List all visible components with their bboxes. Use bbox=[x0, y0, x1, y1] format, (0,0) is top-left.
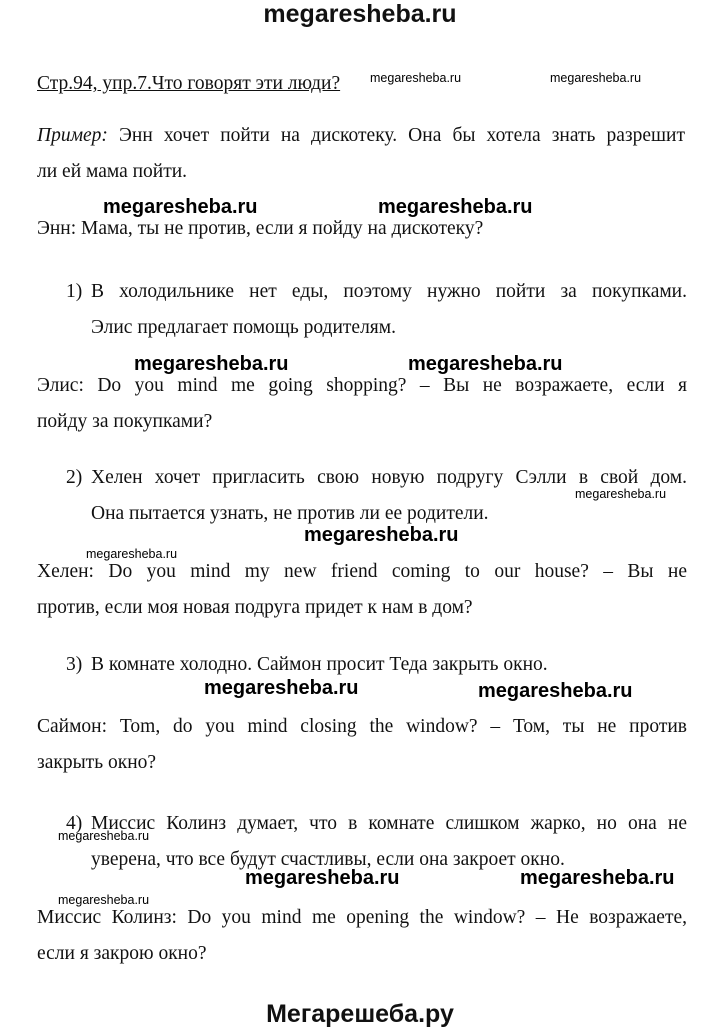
watermark: megaresheba.ru bbox=[204, 677, 359, 699]
site-footer: Мегарешеба.ру bbox=[266, 1000, 454, 1028]
item-2-number: 2) bbox=[66, 467, 83, 488]
watermark: megaresheba.ru bbox=[103, 196, 258, 218]
example-text bbox=[37, 118, 685, 190]
watermark: megaresheba.ru bbox=[408, 353, 563, 375]
item-4-line-2: уверена, что все будут счастливы, если она закроет окно. bbox=[91, 849, 565, 870]
item-4-number: 4) bbox=[66, 813, 83, 834]
watermark: megaresheba.ru bbox=[58, 829, 150, 843]
item-1-line-1: В холодильнике нет еды, поэтому нужно пойти за покупками. bbox=[91, 281, 687, 302]
item-1-answer-line-1: Элис: Do you mind me going shopping? – Вы не возражаете, если я bbox=[37, 375, 687, 396]
item-2-answer bbox=[37, 554, 687, 626]
exercise-title: Стр.94, упр.7.Что говорят эти люди? bbox=[37, 73, 341, 94]
watermark: megaresheba.ru bbox=[86, 547, 178, 561]
item-4-answer-line-1: Миссис Колинз: Do you mind me opening the window? – Не возражаете, bbox=[37, 907, 687, 928]
item-1-answer-line-2: пойду за покупками? bbox=[37, 411, 213, 432]
watermark: megaresheba.ru bbox=[304, 524, 459, 546]
item-3-number: 3) bbox=[66, 654, 83, 675]
example-line-2: ли ей мама пойти. bbox=[37, 161, 188, 182]
watermark: megaresheba.ru bbox=[58, 893, 150, 907]
watermark: megaresheba.ru bbox=[550, 71, 642, 85]
item-3-answer-line-2: закрыть окно? bbox=[37, 752, 157, 773]
item-1-task bbox=[91, 274, 687, 346]
item-1-answer bbox=[37, 368, 687, 440]
watermark: megaresheba.ru bbox=[370, 71, 462, 85]
item-3-answer bbox=[37, 709, 687, 781]
watermark: megaresheba.ru bbox=[575, 487, 667, 501]
item-2-answer-line-2: против, если моя новая подруга придет к нам в дом? bbox=[37, 597, 473, 618]
example-line-1: Энн хочет пойти на дискотеку. Она бы хотела знать разрешит bbox=[119, 125, 685, 146]
watermark: megaresheba.ru bbox=[478, 680, 633, 702]
item-2-answer-line-1: Хелен: Do you mind my new friend coming to our house? – Вы не bbox=[37, 561, 687, 582]
watermark: megaresheba.ru bbox=[378, 196, 533, 218]
item-2-line-1: Хелен хочет пригласить свою новую подругу Сэлли в свой дом. bbox=[91, 467, 687, 488]
item-2-line-2: Она пытается узнать, не против ли ее родители. bbox=[91, 503, 489, 524]
item-3-answer-line-1: Саймон: Tom, do you mind closing the window? – Том, ты не против bbox=[37, 716, 687, 737]
item-4-answer-line-2: если я закрою окно? bbox=[37, 943, 207, 964]
item-4-answer bbox=[37, 900, 687, 972]
watermark: megaresheba.ru bbox=[134, 353, 289, 375]
example-label: Пример: bbox=[37, 125, 108, 146]
site-header: megaresheba.ru bbox=[263, 0, 457, 28]
item-4-line-1: Миссис Колинз думает, что в комнате слишком жарко, но она не bbox=[91, 813, 687, 834]
watermark: megaresheba.ru bbox=[245, 867, 400, 889]
item-3-line-1: В комнате холодно. Саймон просит Теда закрыть окно. bbox=[91, 654, 548, 675]
item-1-line-2: Элис предлагает помощь родителям. bbox=[91, 317, 396, 338]
item-1-number: 1) bbox=[66, 281, 83, 302]
example-answer: Энн: Мама, ты не против, если я пойду на дискотеку? bbox=[37, 218, 484, 239]
watermark: megaresheba.ru bbox=[520, 867, 675, 889]
